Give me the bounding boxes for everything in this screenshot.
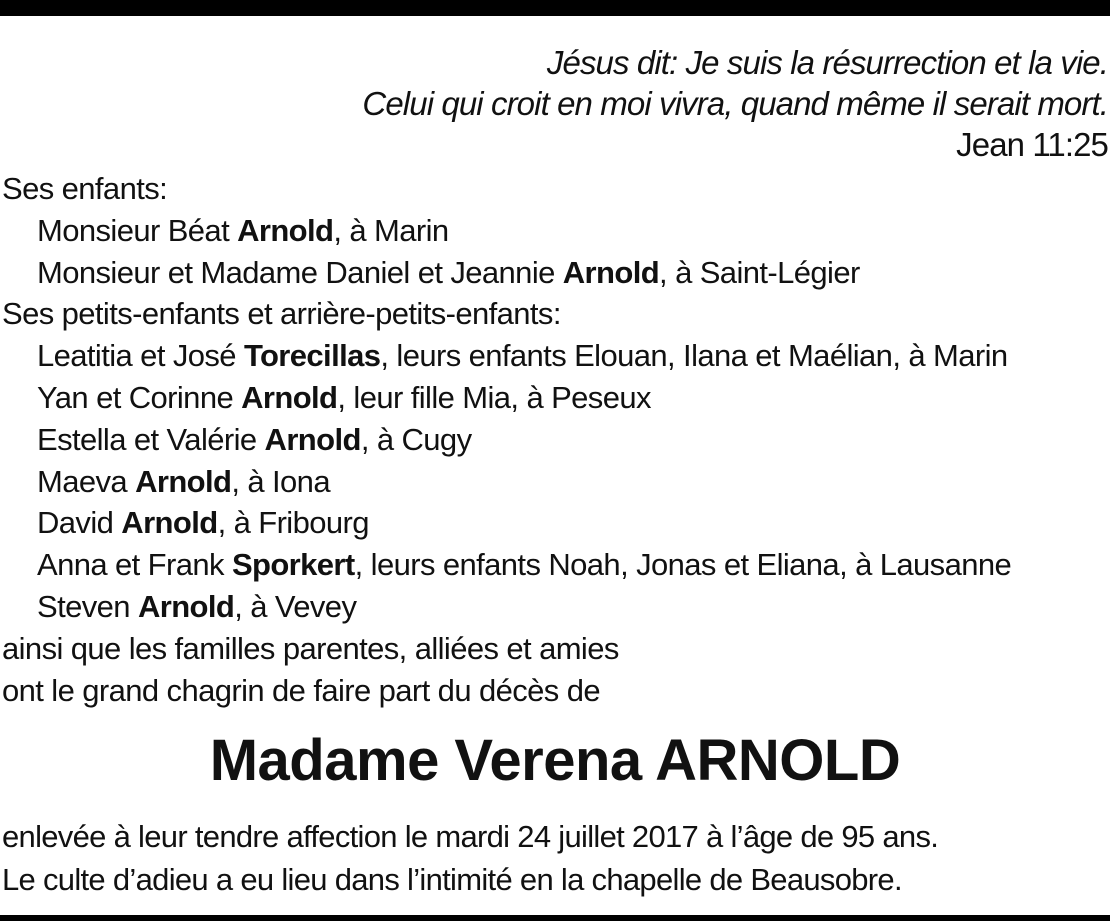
entry-text-after: , à Fribourg <box>217 505 369 541</box>
entry-surname: Arnold <box>237 212 334 248</box>
entry-text-before: Maeva <box>37 463 136 499</box>
entry-text-after: , à Vevey <box>234 588 357 624</box>
quote-reference: Jean 11:25 <box>956 126 1108 163</box>
entry-text-before: Monsieur et Madame Daniel et Jeannie <box>37 254 563 290</box>
grandchild-entry <box>2 461 1108 503</box>
quote-line-2: Celui qui croit en moi vivra, quand même il serait mort. <box>362 85 1108 122</box>
entry-surname: Arnold <box>135 463 232 499</box>
entry-text-before: Monsieur Béat <box>37 212 238 248</box>
entry-text-before: Yan et Corinne <box>37 379 242 415</box>
grandchildren-heading: Ses petits-enfants et arrière-petits-enfants: <box>2 296 561 332</box>
entry-surname: Arnold <box>137 588 235 624</box>
entry-text-after: , à Cugy <box>360 421 472 457</box>
entry-text-after: , à Iona <box>231 463 330 499</box>
entry-surname: Arnold <box>241 379 338 415</box>
closing-line-2: Le culte d’adieu a eu lieu dans l’intimité en la chapelle de Beausobre. <box>2 862 902 897</box>
entry-text-after: , leurs enfants Elouan, Ilana et Maélian, à Marin <box>380 338 1008 374</box>
entry-surname: Sporkert <box>231 547 355 583</box>
entry-text-before: Leatitia et José <box>37 338 244 374</box>
announcement-line: ont le grand chagrin de faire part du décès de <box>2 672 600 708</box>
grandchild-entry <box>2 335 1108 377</box>
entry-text-before: Estella et Valérie <box>37 421 265 457</box>
entry-surname: Arnold <box>264 421 361 457</box>
family-list <box>2 168 1108 711</box>
top-border-rule <box>0 0 1110 16</box>
grandchild-entry <box>2 586 1108 628</box>
entry-text-before: Anna et Frank <box>37 547 232 583</box>
child-entry <box>2 210 1108 252</box>
grandchild-entry <box>2 502 1108 544</box>
quote-line-1: Jésus dit: Je suis la résurrection et la vie. <box>546 44 1108 81</box>
entry-text-after: , leurs enfants Noah, Jonas et Eliana, à Lausanne <box>354 547 1012 583</box>
children-heading: Ses enfants: <box>2 171 168 206</box>
bottom-border-rule <box>0 915 1110 921</box>
entry-text-after: , leur fille Mia, à Peseux <box>337 379 651 415</box>
closing-line-1: enlevée à leur tendre affection le mardi 24 juillet 2017 à l’âge de 95 ans. <box>2 819 939 854</box>
child-entry <box>2 252 1108 294</box>
entry-text-before: Steven <box>37 588 138 624</box>
entry-surname: Torecillas <box>243 338 381 374</box>
bible-quote <box>8 42 1108 165</box>
deceased-name: Madame Verena ARNOLD <box>209 728 901 793</box>
grandchild-entry <box>2 544 1108 586</box>
entry-text-after: , à Saint-Légier <box>659 254 860 290</box>
entry-text-before: David <box>37 505 122 541</box>
entry-surname: Arnold <box>121 505 218 541</box>
entry-surname: Arnold <box>562 254 660 290</box>
closing-text <box>2 815 1108 901</box>
entry-text-after: , à Marin <box>333 212 449 248</box>
grandchild-entry <box>2 419 1108 461</box>
grandchild-entry <box>2 377 1108 419</box>
families-line: ainsi que les familles parentes, alliées et amies <box>2 630 619 666</box>
